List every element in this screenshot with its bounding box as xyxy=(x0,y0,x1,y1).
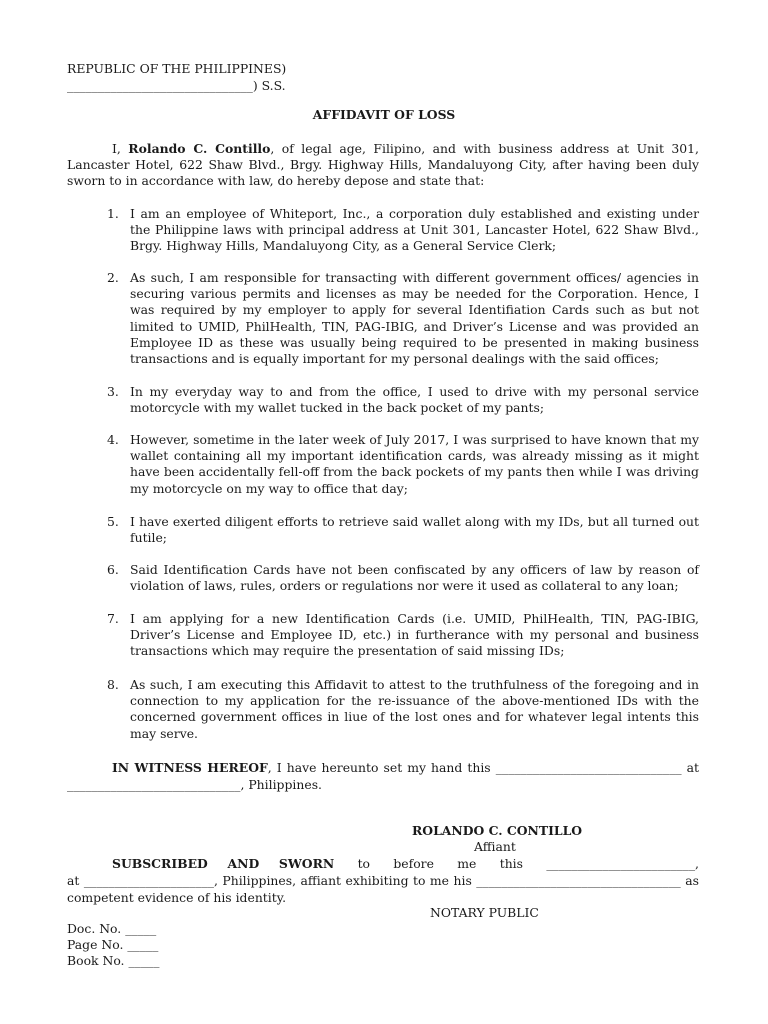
doc-no-blank: _____ xyxy=(125,921,157,936)
witness-heading: IN WITNESS HEREOF xyxy=(112,760,268,775)
list-item-text: Said Identification Cards have not been confiscated by any officers of law by reason of violation of laws, rules, orders or regulations nor were it used as collateral to any loan; xyxy=(130,562,699,594)
witness-date-blank: ______________________________ xyxy=(495,760,682,775)
jurat-date-blank: ________________________ xyxy=(546,856,696,871)
list-item xyxy=(107,562,699,594)
intro-rest: , of legal age, Filipino, and with business address at Unit 301, Lancaster Hotel, 622 Shaw Blvd., Brgy. Highway Hills, Mandaluyong City, after having been duly sworn to in accordance with law, do hereby depose and state that: xyxy=(67,141,699,189)
witness-text-3: , Philippines. xyxy=(240,777,322,792)
list-item xyxy=(107,611,699,660)
jurisdiction-city-blank: ______________________________ xyxy=(67,78,253,93)
list-item xyxy=(107,432,699,497)
affiant-name: Rolando C. Contillo xyxy=(128,141,271,156)
list-item-number: 2. xyxy=(107,270,119,285)
jurisdiction-city-line xyxy=(67,78,286,94)
intro-prefix: I, xyxy=(112,141,129,156)
list-item-text: As such, I am responsible for transacting with different government offices/ agencies in securing various permits and licenses as may be needed for the Corporation. Hence, I was required by my employer to apply for several Identifiation Cards such as but not limited to UMID, PhilHealth, TIN, PAG-IBIG, and Driver’s License and was provided an Employee ID as these was usually being required to be presented in making business transactions and is equally important for my personal dealings with the said offices; xyxy=(130,270,699,367)
witness-text-2: at xyxy=(681,760,699,775)
list-item-text: I am applying for a new Identification Cards (i.e. UMID, PhilHealth, TIN, PAG-IBIG, Driver’s License and Employee ID, etc.) in furtherance with my personal and business transactions which may require the presentation of said missing IDs; xyxy=(130,611,699,659)
doc-no-label: Doc. No. xyxy=(67,921,122,936)
book-no-label: Book No. xyxy=(67,953,125,968)
notary-public-label: NOTARY PUBLIC xyxy=(430,905,539,920)
jurat-paragraph xyxy=(67,855,699,906)
page-no-blank: _____ xyxy=(127,937,159,952)
jurisdiction-line xyxy=(67,61,286,77)
list-item xyxy=(107,384,699,416)
list-item-number: 8. xyxy=(107,677,119,692)
signature-role: Affiant xyxy=(474,839,516,854)
list-item xyxy=(107,270,699,367)
list-item-number: 1. xyxy=(107,206,119,221)
jurat-text-1: to before me this xyxy=(334,856,547,871)
book-no-field xyxy=(67,953,159,969)
list-item-number: 5. xyxy=(107,514,119,529)
list-item-number: 4. xyxy=(107,432,119,447)
list-item xyxy=(107,206,699,255)
page-no-field xyxy=(67,937,158,953)
list-item xyxy=(107,677,699,742)
list-item-number: 6. xyxy=(107,562,119,577)
book-no-blank: _____ xyxy=(128,953,160,968)
jurat-place-blank: _____________________ xyxy=(83,873,214,888)
jurisdiction-ss: ) S.S. xyxy=(252,78,286,93)
doc-no-field xyxy=(67,921,156,937)
list-item-text: I have exerted diligent efforts to retrieve said wallet along with my IDs, but all turned out futile; xyxy=(130,514,699,546)
jurisdiction-republic: REPUBLIC OF THE PHILIPPINES) xyxy=(67,61,287,76)
list-item-text: However, sometime in the later week of July 2017, I was surprised to have known that my wallet containing all my important identification cards, was already missing as it might have been accidentally fell-off from the back pockets of my pants then while I was driving my motorcycle on my way to office that day; xyxy=(130,432,699,496)
jurat-text-3: , Philippines, affiant exhibiting to me his xyxy=(213,873,477,888)
witness-text-1: , I have hereunto set my hand this xyxy=(267,760,496,775)
signature-name: ROLANDO C. CONTILLO xyxy=(412,823,583,838)
jurat-heading: SUBSCRIBED AND SWORN xyxy=(112,856,335,871)
jurat-text-2: , at xyxy=(67,856,699,888)
list-item-text: In my everyday way to and from the office, I used to drive with my personal service motorcycle with my wallet tucked in the back pocket of my pants; xyxy=(130,384,699,416)
list-item-text: As such, I am executing this Affidavit to attest to the truthfulness of the foregoing and in connection to my application for the re-issuance of the above-mentioned IDs with the concerned government offices in liue of the lost ones and for whatever legal intents this may serve. xyxy=(130,677,699,741)
witness-place-blank: ____________________________ xyxy=(67,777,241,792)
jurat-text-4: as competent evidence of his identity. xyxy=(67,873,699,905)
witness-paragraph xyxy=(67,759,699,793)
list-item xyxy=(107,514,699,546)
list-item-text: I am an employee of Whiteport, Inc., a corporation duly established and existing under the Philippine laws with principal address at Unit 301, Lancaster Hotel, 622 Shaw Blvd., Brgy. Highway Hills, Mandaluyong City, as a General Service Clerk; xyxy=(130,206,699,254)
list-item-number: 3. xyxy=(107,384,119,399)
jurat-id-blank: _________________________________ xyxy=(476,873,681,888)
document-title: AFFIDAVIT OF LOSS xyxy=(312,107,456,122)
list-item-number: 7. xyxy=(107,611,119,626)
page-no-label: Page No. xyxy=(67,937,124,952)
intro-paragraph xyxy=(67,141,699,190)
